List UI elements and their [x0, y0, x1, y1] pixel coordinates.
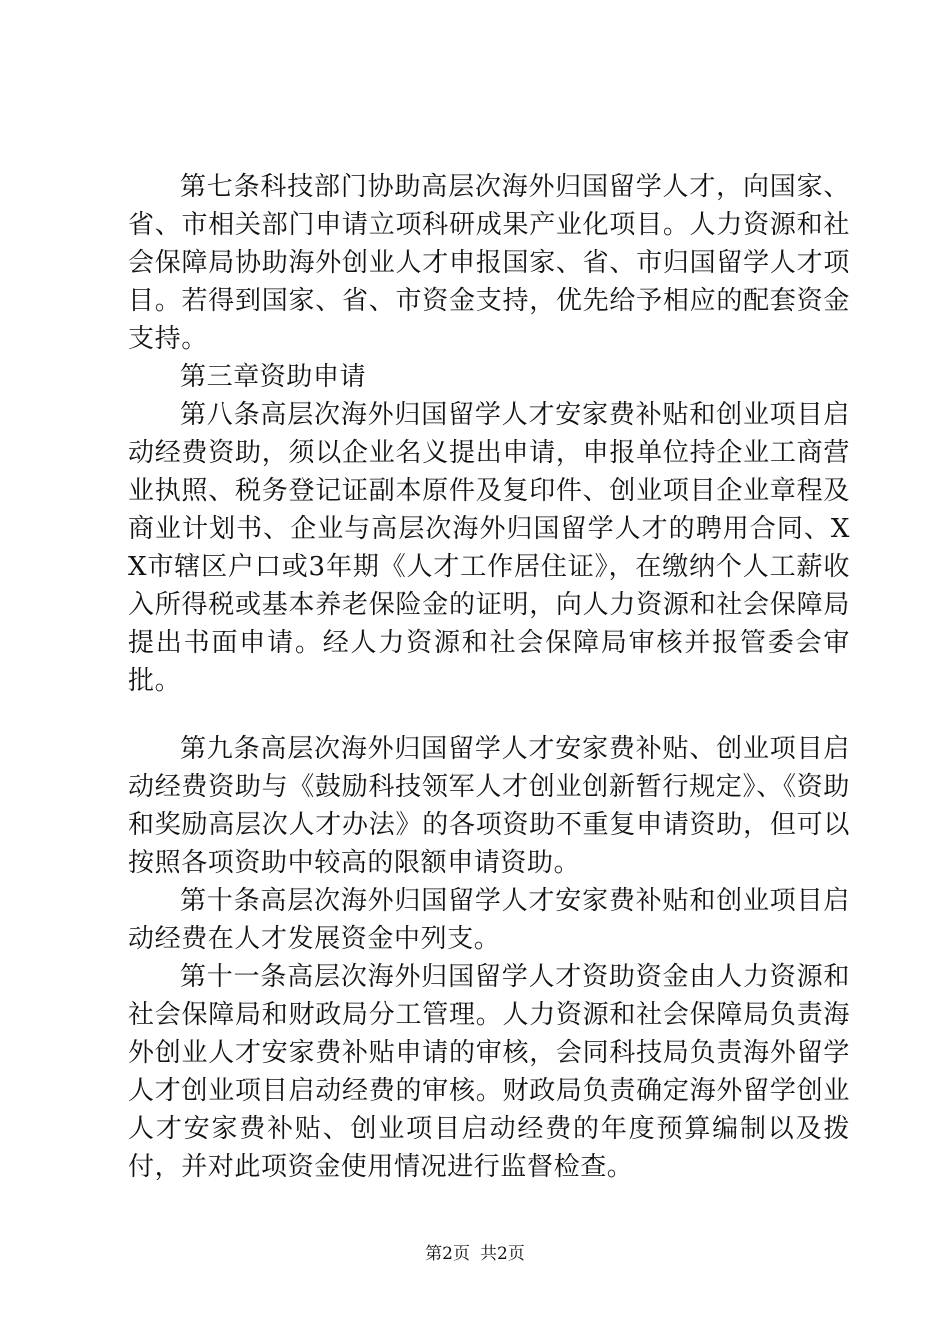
- page-number: 第2页: [425, 1244, 470, 1264]
- article-11-paragraph: 第十一条高层次海外归国留学人才资助资金由人力资源和社会保障局和财政局分工管理。人力资源和社会保障局负责海外创业人才安家费补贴申请的审核，会同科技局负责海外留学人才创业项目启动经费的审核。财政局负责确定海外留学创业人才安家费补贴、创业项目启动经费的年度预算编制以及拨付，并对此项资金使用情况进行监督检查。: [128, 962, 850, 1182]
- article-8-paragraph: 第八条高层次海外归国留学人才安家费补贴和创业项目启动经费资助，须以企业名义提出申请，申报单位持企业工商营业执照、税务登记证副本原件及复印件、创业项目企业章程及商业计划书、企业与高层次海外归国留学人才的聘用合同、XX市辖区户口或3年期《人才工作居住证》，在缴纳个人工薪收入所得税或基本养老保险金的证明，向人力资源和社会保障局提出书面申请。经人力资源和社会保障局审核并报管委会审批。: [128, 400, 850, 696]
- document-body: [128, 168, 850, 1186]
- article-10-paragraph: 第十条高层次海外归国留学人才安家费补贴和创业项目启动经费在人才发展资金中列支。: [128, 886, 850, 954]
- article-9-paragraph: 第九条高层次海外归国留学人才安家费补贴、创业项目启动经费资助与《鼓励科技领军人才创业创新暂行规定》、《资助和奖励高层次人才办法》的各项资助不重复申请资助，但可以按照各项资助中较高的限额申请资助。: [128, 734, 850, 878]
- paragraph-spacer: [128, 700, 850, 730]
- page-total: 共2页: [480, 1244, 525, 1264]
- article-7-paragraph: 第七条科技部门协助高层次海外归国留学人才，向国家、省、市相关部门申请立项科研成果产业化项目。人力资源和社会保障局协助海外创业人才申报国家、省、市归国留学人才项目。若得到国家、省、市资金支持，优先给予相应的配套资金支持。: [128, 172, 850, 354]
- page-footer: [0, 1244, 950, 1264]
- chapter-3-heading: 第三章资助申请: [180, 362, 367, 392]
